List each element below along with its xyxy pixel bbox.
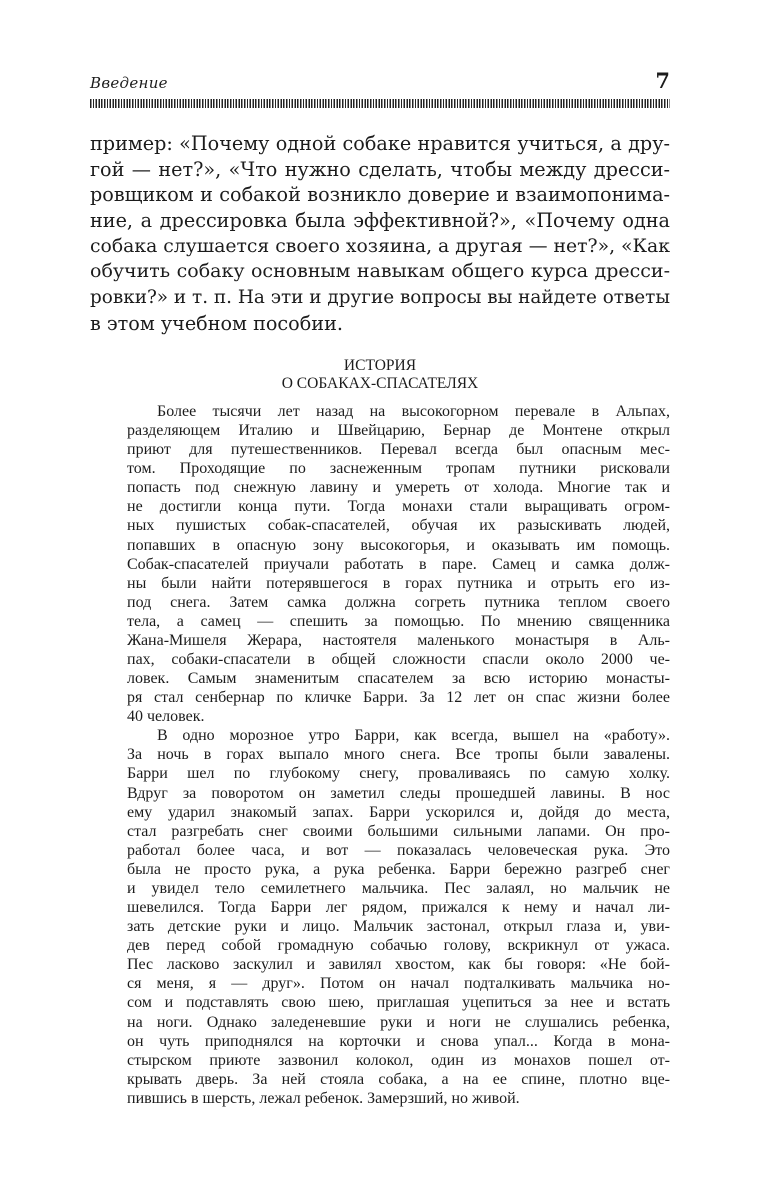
text-line: была не просто рука, а рука ребенка. Барри бережно разгреб снег <box>127 860 670 878</box>
text-line: 40 человек. <box>127 708 205 726</box>
text-line: собака слушается своего хозяина, а другая — нет?», «Как <box>90 235 670 257</box>
text-line: ровки?» и т. п. На эти и другие вопросы вы найдете ответы <box>90 287 670 309</box>
text-line: том. Проходящие по заснеженным тропам путники рисковали <box>127 460 670 478</box>
story-text <box>127 402 670 1108</box>
text-line: Вдруг за поворотом он заметил следы прошедшей лавины. В нос <box>127 784 670 802</box>
text-line: зать детские руки и лицо. Мальчик застонал, открыл глаза и, уви- <box>127 918 670 936</box>
text-line: гой — нет?», «Что нужно сделать, чтобы между дресси- <box>90 157 670 181</box>
text-line: стал разгребать снег своими большими сильными лапами. Он про- <box>127 822 670 840</box>
text-line: попасть под снежную лавину и умереть от холода. Многие так и <box>127 479 670 497</box>
text-line: не достигли конца пути. Тогда монахи стали выращивать огром- <box>127 498 670 516</box>
text-line: ных пушистых собак-спасателей, обучая их разыскивать людей, <box>127 517 670 535</box>
text-line: на ноги. Однако заледеневшие руки и ноги не слушались ребенка, <box>127 1013 670 1031</box>
text-line: он чуть приподнялся на корточки и снова упал... Когда в мона- <box>127 1032 670 1050</box>
text-line: пример: «Почему одной собаке нравится учиться, а дру- <box>90 132 670 155</box>
text-line: разделяющем Италию и Швейцарию, Бернар де Монтене открыл <box>127 422 670 440</box>
running-header <box>90 68 670 94</box>
text-line: Жана-Мишеля Жерара, настоятеля маленького монастыря в Аль- <box>127 631 670 649</box>
text-line: шевелился. Тогда Барри лег рядом, прижался к нему и начал ли- <box>127 899 670 917</box>
text-line: ему ударил знакомый запах. Барри ускорился и, дойдя до места, <box>127 803 670 821</box>
text-line: приют для путешественников. Перевал всегда был опасным мес- <box>127 441 670 459</box>
text-line: ря стал сенбернар по кличке Барри. За 12 лет он спас жизни более <box>127 689 670 707</box>
text-line: ся меня, я — друг». Потом он начал подталкивать мальчика но- <box>127 975 670 993</box>
text-line: под снега. Затем самка должна согреть путника теплом своего <box>127 593 670 611</box>
text-line: тела, а самец — спешить за помощью. По мнению священника <box>127 612 670 630</box>
section-heading <box>90 357 670 393</box>
page-number: 7 <box>655 68 670 93</box>
text-line: попавших в опасную зону высокогорья, и оказывать им помощь. <box>127 536 670 554</box>
text-line: работал более часа, и вот — показалась человеческая рука. Это <box>127 841 670 859</box>
section-heading-line: ИСТОРИЯ <box>343 357 417 374</box>
text-line: Собак-спасателей приучали работать в паре. Самец и самка долж- <box>127 555 670 573</box>
text-line: ны были найти потерявшегося в горах путника и отрыть его из- <box>127 574 670 592</box>
text-line: стырском приюте зазвонил колокол, один из монахов пошел от- <box>127 1051 670 1069</box>
intro-paragraph <box>90 131 670 337</box>
text-line: В одно морозное утро Барри, как всегда, вышел на «работу». <box>157 727 670 745</box>
text-line: сом и подставлять свою шею, приглашая уцепиться за нее и встать <box>127 994 670 1012</box>
text-line: ние, а дрессировка была эффективной?», «Почему одна <box>90 209 670 233</box>
text-line: дев перед собой громадную собачью голову, вскрикнул от ужаса. <box>127 937 670 955</box>
text-line: пившись в шерсть, лежал ребенок. Замерзший, но живой. <box>127 1089 520 1107</box>
text-line: Более тысячи лет назад на высокогорном перевале в Альпах, <box>157 403 670 420</box>
section-heading-line: О СОБАКАХ-СПАСАТЕЛЯХ <box>281 375 479 392</box>
text-line: За ночь в горах выпало много снега. Все тропы были завалены. <box>127 746 670 764</box>
text-line: обучить собаку основным навыкам общего курса дресси- <box>90 260 670 283</box>
header-rule <box>90 99 670 108</box>
text-line: Барри шел по глубокому снегу, проваливаясь по самую холку. <box>127 765 670 783</box>
text-line: Пес ласково заскулил и завилял хвостом, как бы говоря: «Не бой- <box>127 956 670 974</box>
text-line: в этом учебном пособии. <box>90 311 343 335</box>
section-title: Введение <box>90 74 168 92</box>
text-line: и увидел тело семилетнего мальчика. Пес залаял, но мальчик не <box>127 879 670 897</box>
text-line: пах, собаки-спасатели в общей сложности спасли около 2000 че- <box>127 651 670 669</box>
text-line: крывать дверь. За ней стояла собака, а на ее спине, плотно вце- <box>127 1070 670 1088</box>
text-line: ловек. Самым знаменитым спасателем за всю историю монасты- <box>127 670 670 688</box>
text-line: ровщиком и собакой возникло доверие и взаимопонима- <box>90 183 670 207</box>
